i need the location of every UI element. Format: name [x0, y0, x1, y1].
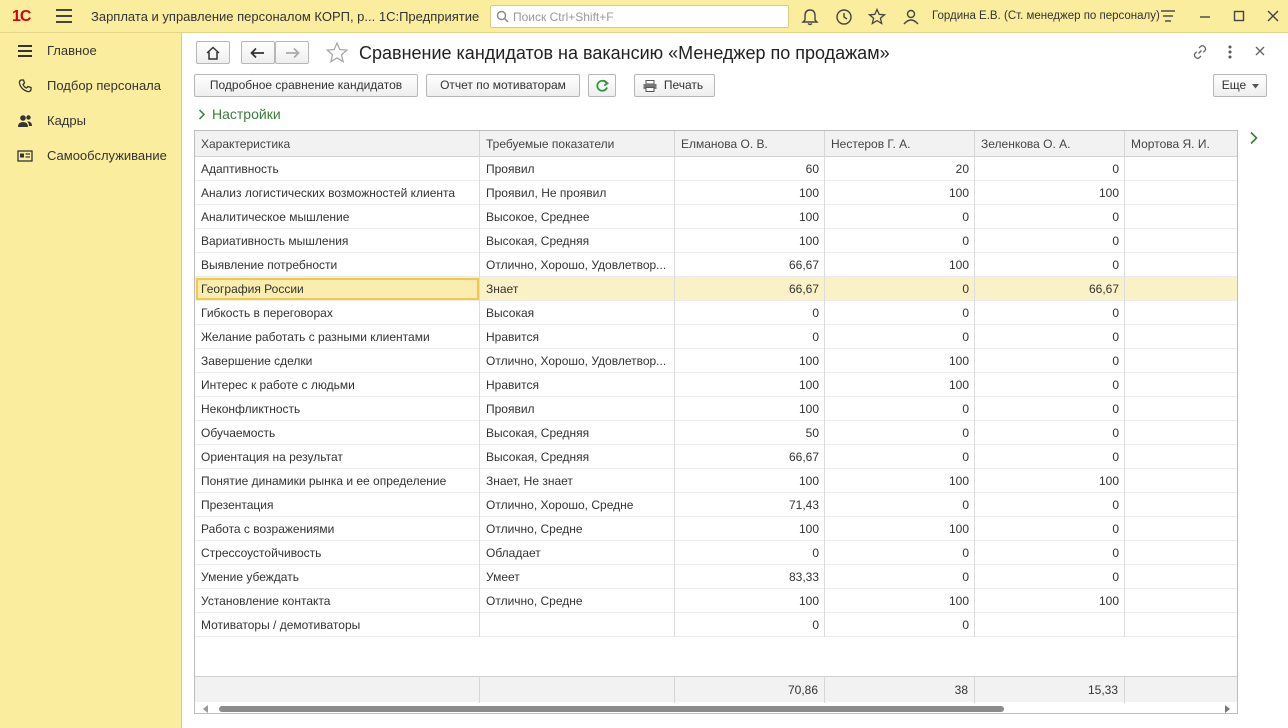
table-row-requirement[interactable]: Умеет — [480, 565, 675, 589]
phone-icon — [17, 78, 33, 94]
table-row-characteristic[interactable]: Ориентация на результат — [195, 445, 480, 469]
column-header[interactable]: Мортова Я. И. — [1125, 131, 1238, 157]
sidebar-item-personnel[interactable] — [0, 109, 182, 133]
column-header[interactable]: Требуемые показатели — [480, 131, 675, 157]
column-divider — [479, 157, 480, 637]
table-row-score[interactable]: 0 — [825, 277, 975, 301]
table-row-characteristic[interactable]: Презентация — [195, 493, 480, 517]
table-row-score[interactable] — [1125, 517, 1238, 541]
table-row-characteristic[interactable]: Выявление потребности — [195, 253, 480, 277]
settings-label: Настройки — [212, 106, 281, 122]
favorite-star-icon[interactable] — [325, 41, 349, 65]
table-row-score[interactable] — [1125, 397, 1238, 421]
table-row-score[interactable]: 0 — [975, 493, 1125, 517]
favorites-star-icon[interactable] — [867, 7, 887, 27]
table-row-characteristic[interactable]: Обучаемость — [195, 421, 480, 445]
total-cell: 38 — [825, 677, 975, 703]
table-row-requirement[interactable]: Отлично, Хорошо, Удовлетвор... — [480, 349, 675, 373]
table-row-characteristic[interactable]: Неконфликтность — [195, 397, 480, 421]
column-divider — [1124, 157, 1125, 637]
table-row-score[interactable] — [1125, 373, 1238, 397]
table-row-score[interactable]: 0 — [825, 613, 975, 637]
table-row-score[interactable]: 0 — [825, 493, 975, 517]
table-row-score[interactable]: 100 — [825, 373, 975, 397]
printer-icon — [643, 80, 657, 92]
more-vertical-icon[interactable] — [1224, 44, 1236, 60]
table-row-score[interactable] — [1125, 541, 1238, 565]
table-row-requirement[interactable]: Отлично, Хорошо, Удовлетвор... — [480, 253, 675, 277]
table-row-score[interactable] — [1125, 589, 1238, 613]
column-header[interactable]: Характеристика — [195, 131, 480, 157]
table-row-score[interactable]: 0 — [975, 253, 1125, 277]
table-row-score[interactable] — [1125, 325, 1238, 349]
menu-lines-icon — [17, 43, 33, 59]
total-cell — [1125, 677, 1238, 703]
table-row-characteristic[interactable]: Мотиваторы / демотиваторы — [195, 613, 480, 637]
close-window-icon[interactable] — [1265, 8, 1281, 24]
table-row-requirement[interactable]: Высокая, Средняя — [480, 445, 675, 469]
table-row-score[interactable] — [1125, 469, 1238, 493]
table-row-score[interactable]: 100 — [975, 469, 1125, 493]
table-row-score[interactable]: 100 — [825, 469, 975, 493]
settings-lines-icon[interactable] — [1160, 8, 1176, 24]
table-row-characteristic[interactable]: Интерес к работе с людьми — [195, 373, 480, 397]
table-row-score[interactable]: 0 — [825, 229, 975, 253]
table-row-characteristic[interactable]: Вариативность мышления — [195, 229, 480, 253]
table-row-score[interactable] — [1125, 349, 1238, 373]
sidebar-item-main[interactable] — [0, 39, 182, 63]
table-row-score[interactable]: 0 — [975, 301, 1125, 325]
sidebar-item-label: Самообслуживание — [47, 148, 167, 163]
table-row-score[interactable] — [1125, 493, 1238, 517]
table-row-score[interactable]: 0 — [825, 205, 975, 229]
table-row-score[interactable]: 66,67 — [975, 277, 1125, 301]
table-row-requirement[interactable]: Высокое, Среднее — [480, 205, 675, 229]
id-card-icon — [17, 148, 33, 164]
search-icon — [496, 10, 509, 23]
table-row-score[interactable]: 100 — [675, 397, 825, 421]
table-row-score[interactable]: 100 — [825, 589, 975, 613]
table-row-requirement[interactable]: Нравится — [480, 325, 675, 349]
total-cell: 70,86 — [675, 677, 825, 703]
table-row-score[interactable] — [1125, 301, 1238, 325]
table-row-requirement[interactable]: Знает, Не знает — [480, 469, 675, 493]
table-row-score[interactable]: 0 — [975, 205, 1125, 229]
page-title: Сравнение кандидатов на вакансию «Менеджер по продажам» — [359, 43, 890, 63]
scrollbar-thumb[interactable] — [219, 706, 1004, 712]
table-row-score[interactable] — [1125, 277, 1238, 301]
table-row-score[interactable]: 0 — [975, 445, 1125, 469]
total-cell — [195, 677, 480, 703]
column-header[interactable]: Нестеров Г. А. — [825, 131, 975, 157]
table-row-characteristic[interactable]: Завершение сделки — [195, 349, 480, 373]
column-divider — [824, 157, 825, 637]
table-row-score[interactable] — [1125, 613, 1238, 637]
table-row-score[interactable]: 0 — [825, 565, 975, 589]
table-row-requirement[interactable]: Высокая, Средняя — [480, 229, 675, 253]
table-row-score[interactable]: 71,43 — [675, 493, 825, 517]
table-row-score[interactable] — [1125, 205, 1238, 229]
more-button[interactable] — [1213, 74, 1267, 97]
bell-icon[interactable] — [800, 7, 820, 27]
table-row-requirement[interactable]: Обладает — [480, 541, 675, 565]
table-row-score[interactable] — [1125, 445, 1238, 469]
sidebar-item-label: Кадры — [47, 113, 86, 128]
print-button[interactable] — [634, 74, 715, 97]
table-row-score[interactable]: 100 — [675, 517, 825, 541]
search-input[interactable] — [490, 5, 789, 28]
table-row-requirement[interactable]: Отлично, Средне — [480, 517, 675, 541]
table-row-characteristic[interactable]: Установление контакта — [195, 589, 480, 613]
table-row-score[interactable] — [1125, 253, 1238, 277]
comparison-table[interactable] — [194, 130, 1238, 714]
table-row-characteristic[interactable]: Аналитическое мышление — [195, 205, 480, 229]
scroll-right-arrow-icon[interactable] — [1225, 705, 1230, 713]
table-row-score[interactable]: 100 — [825, 517, 975, 541]
sidebar-item-label: Главное — [47, 43, 97, 58]
scroll-right-icon[interactable] — [1249, 131, 1259, 145]
table-row-score[interactable]: 0 — [825, 301, 975, 325]
table-row-score[interactable]: 100 — [825, 349, 975, 373]
table-row-score[interactable]: 0 — [975, 229, 1125, 253]
table-row-score[interactable] — [1125, 181, 1238, 205]
total-cell: 15,33 — [975, 677, 1125, 703]
table-row-characteristic[interactable]: Желание работать с разными клиентами — [195, 325, 480, 349]
table-row-requirement[interactable]: Проявил — [480, 397, 675, 421]
main-menu-icon[interactable] — [56, 9, 72, 23]
table-row-score[interactable]: 0 — [975, 373, 1125, 397]
table-row-requirement[interactable]: Проявил — [480, 157, 675, 181]
comparison-form — [182, 33, 1288, 728]
refresh-icon — [595, 79, 609, 93]
table-row-requirement[interactable]: Отлично, Хорошо, Средне — [480, 493, 675, 517]
maximize-icon[interactable] — [1231, 8, 1247, 24]
table-row-score[interactable]: 0 — [825, 421, 975, 445]
table-row-requirement[interactable]: Высокая, Средняя — [480, 421, 675, 445]
table-row-score[interactable]: 0 — [675, 541, 825, 565]
table-row-score[interactable]: 100 — [975, 181, 1125, 205]
table-row-score[interactable]: 100 — [825, 181, 975, 205]
table-row-characteristic[interactable]: География России — [195, 277, 480, 301]
table-row-score[interactable] — [1125, 157, 1238, 181]
people-icon — [17, 113, 33, 129]
table-row-requirement[interactable]: Знает — [480, 277, 675, 301]
table-row-requirement[interactable]: Отлично, Средне — [480, 589, 675, 613]
chevron-right-icon — [198, 109, 206, 120]
table-header — [195, 131, 1238, 157]
print-button-label: Печать — [663, 78, 704, 92]
table-row-score[interactable]: 66,67 — [675, 253, 825, 277]
sidebar-item-self-service[interactable] — [0, 144, 182, 168]
table-row-score[interactable]: 50 — [675, 421, 825, 445]
user-icon[interactable] — [901, 7, 921, 27]
link-icon[interactable] — [1192, 44, 1208, 60]
table-row-score[interactable]: 0 — [975, 397, 1125, 421]
chevron-down-icon — [1252, 84, 1259, 89]
table-row-characteristic[interactable]: Понятие динамики рынка и ее определение — [195, 469, 480, 493]
refresh-button[interactable] — [588, 74, 616, 97]
table-row-score[interactable]: 0 — [975, 541, 1125, 565]
table-row-score[interactable]: 100 — [675, 349, 825, 373]
horizontal-scrollbar[interactable] — [195, 703, 1238, 714]
motivators-report-button[interactable]: Отчет по мотиваторам — [426, 74, 580, 97]
detailed-comparison-button[interactable]: Подробное сравнение кандидатов — [194, 74, 418, 97]
table-row-score[interactable] — [1125, 229, 1238, 253]
table-row-characteristic[interactable]: Адаптивность — [195, 157, 480, 181]
table-row-score[interactable]: 0 — [675, 301, 825, 325]
table-row-score[interactable]: 0 — [825, 397, 975, 421]
table-row-characteristic[interactable]: Умение убеждать — [195, 565, 480, 589]
table-row-score[interactable]: 0 — [975, 421, 1125, 445]
total-cell — [480, 677, 675, 703]
more-button-label: Еще — [1221, 78, 1247, 92]
table-row-score[interactable]: 0 — [675, 613, 825, 637]
table-row-score[interactable]: 83,33 — [675, 565, 825, 589]
close-form-icon[interactable] — [1254, 45, 1266, 57]
table-row-score[interactable]: 100 — [675, 373, 825, 397]
table-row-score[interactable]: 0 — [975, 157, 1125, 181]
table-row-score[interactable] — [975, 613, 1125, 637]
table-row-score[interactable]: 100 — [675, 469, 825, 493]
table-row-characteristic[interactable]: Стрессоустойчивость — [195, 541, 480, 565]
forward-button[interactable] — [275, 41, 309, 64]
table-row-score[interactable]: 0 — [675, 325, 825, 349]
table-row-score[interactable]: 0 — [975, 349, 1125, 373]
table-row-score[interactable]: 0 — [975, 565, 1125, 589]
current-user[interactable]: Гордина Е.В. (Ст. менеджер по персоналу) — [932, 10, 1160, 22]
scroll-left-arrow-icon[interactable] — [203, 705, 208, 713]
table-row-score[interactable]: 100 — [675, 181, 825, 205]
sidebar-item-label: Подбор персонала — [47, 78, 161, 93]
column-header[interactable]: Елманова О. В. — [675, 131, 825, 157]
table-row-score[interactable]: 100 — [675, 229, 825, 253]
table-row-score[interactable] — [1125, 421, 1238, 445]
column-divider — [974, 157, 975, 637]
column-header[interactable]: Зеленкова О. А. — [975, 131, 1125, 157]
table-row-score[interactable]: 100 — [675, 205, 825, 229]
home-icon — [205, 46, 221, 60]
arrow-left-icon — [250, 47, 266, 59]
table-row-score[interactable]: 0 — [825, 445, 975, 469]
table-row-score[interactable]: 100 — [825, 253, 975, 277]
table-row-score[interactable]: 66,67 — [675, 277, 825, 301]
minimize-icon[interactable] — [1197, 8, 1213, 24]
table-row-requirement[interactable]: Высокая — [480, 301, 675, 325]
sidebar — [0, 33, 182, 728]
table-row-score[interactable] — [1125, 565, 1238, 589]
table-row-score[interactable]: 100 — [975, 589, 1125, 613]
table-row-score[interactable]: 66,67 — [675, 445, 825, 469]
search-placeholder: Поиск Ctrl+Shift+F — [513, 10, 614, 24]
table-row-requirement[interactable]: Нравится — [480, 373, 675, 397]
table-row-characteristic[interactable]: Гибкость в переговорах — [195, 301, 480, 325]
column-divider — [674, 157, 675, 637]
table-row-score[interactable]: 20 — [825, 157, 975, 181]
table-row-requirement[interactable]: Проявил, Не проявил — [480, 181, 675, 205]
table-row-characteristic[interactable]: Работа с возражениями — [195, 517, 480, 541]
table-row-score[interactable]: 100 — [675, 589, 825, 613]
home-button[interactable] — [196, 41, 230, 64]
table-row-score[interactable]: 0 — [825, 541, 975, 565]
table-row-characteristic[interactable]: Анализ логистических возможностей клиента — [195, 181, 480, 205]
table-totals — [195, 676, 1238, 702]
history-icon[interactable] — [834, 7, 854, 27]
table-row-score[interactable]: 0 — [975, 325, 1125, 349]
back-button[interactable] — [241, 41, 275, 64]
table-row-score[interactable]: 0 — [975, 517, 1125, 541]
table-row-requirement[interactable] — [480, 613, 675, 637]
app-logo[interactable]: 1С — [12, 8, 31, 25]
arrow-right-icon — [284, 47, 300, 59]
sidebar-item-recruiting[interactable] — [0, 74, 182, 98]
top-bar — [0, 0, 1288, 33]
table-row-score[interactable]: 60 — [675, 157, 825, 181]
table-row-score[interactable]: 0 — [825, 325, 975, 349]
app-title: Зарплата и управление персоналом КОРП, р... 1С:Предприятие — [91, 9, 480, 24]
